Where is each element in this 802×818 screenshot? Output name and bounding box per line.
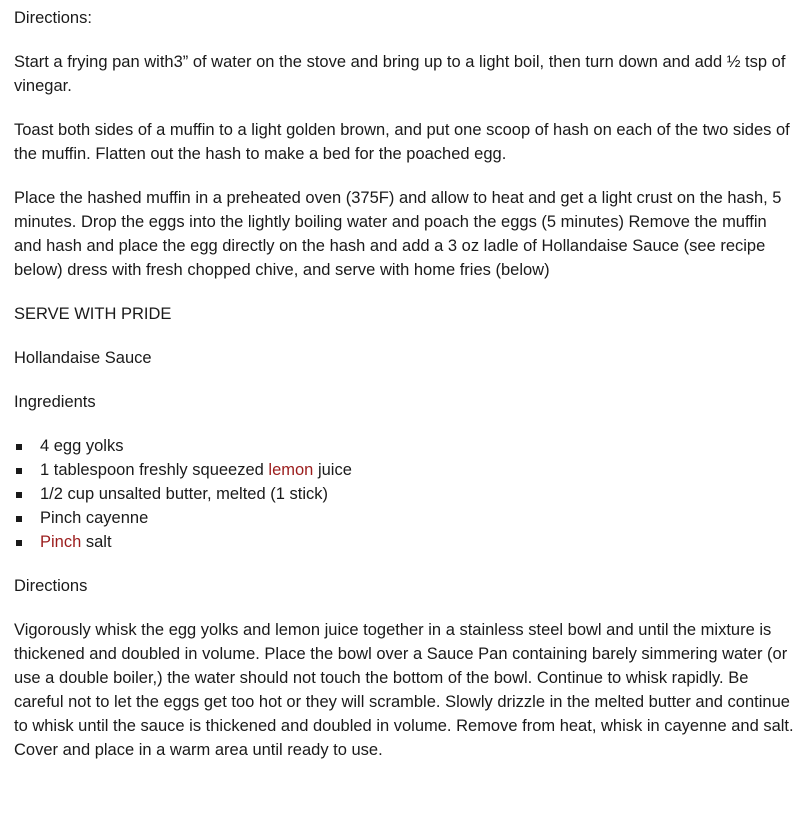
square-bullet-icon xyxy=(16,468,22,474)
directions2-heading: Directions xyxy=(14,577,88,595)
step-paragraph-2: Toast both sides of a muffin to a light golden brown, and put one scoop of hash on each of the two sides of the muffin. Flatten out the hash to make a bed for the poached egg. xyxy=(14,121,790,163)
step-paragraph-3: Place the hashed muffin in a preheated oven (375F) and allow to heat and get a light crust on the hash, 5 minutes. Drop the eggs into the lightly boiling water and poach the eggs (5 minutes) Remove the muffin and hash and place the egg directly on the hash and add a 3 oz ladle of Hollandaise Sauce (see recipe below) dress with fresh chopped chive, and serve with home fries (below) xyxy=(14,189,782,279)
square-bullet-icon xyxy=(16,492,22,498)
ingredient-text: juice xyxy=(313,461,352,479)
list-item xyxy=(14,530,794,554)
ingredient-text: Pinch cayenne xyxy=(40,509,149,527)
ingredient-text: salt xyxy=(81,533,112,551)
directions2-paragraph: Vigorously whisk the egg yolks and lemon juice together in a stainless steel bowl and until the mixture is thickened and doubled in volume. Place the bowl over a Sauce Pan containing barely simmering water (or use a double boiler,) the water should not touch the bottom of the bowl. Continue to whisk rapidly. Be careful not to let the eggs get too hot or they will scramble. Slowly drizzle in the melted butter and continue to whisk until the sauce is thickened and doubled in volume. Remove from heat, whisk in cayenne and salt. Cover and place in a warm area until ready to use. xyxy=(14,621,794,759)
square-bullet-icon xyxy=(16,516,22,522)
pinch-link[interactable]: Pinch xyxy=(40,533,82,551)
lemon-link[interactable]: lemon xyxy=(268,461,314,479)
directions-heading: Directions: xyxy=(14,9,92,27)
ingredient-text: 4 egg yolks xyxy=(40,437,124,455)
list-item xyxy=(14,434,794,458)
square-bullet-icon xyxy=(16,444,22,450)
step-paragraph-1: Start a frying pan with3” of water on the stove and bring up to a light boil, then turn down and add ½ tsp of vinegar. xyxy=(14,53,786,95)
hollandaise-title: Hollandaise Sauce xyxy=(14,349,152,367)
ingredients-list xyxy=(14,434,794,554)
square-bullet-icon xyxy=(16,540,22,546)
serve-with-pride: SERVE WITH PRIDE xyxy=(14,305,172,323)
ingredient-text: 1/2 cup unsalted butter, melted (1 stick) xyxy=(40,485,328,503)
list-item xyxy=(14,506,794,530)
ingredient-text: 1 tablespoon freshly squeezed xyxy=(40,461,269,479)
list-item xyxy=(14,458,794,482)
list-item xyxy=(14,482,794,506)
ingredients-heading: Ingredients xyxy=(14,393,96,411)
